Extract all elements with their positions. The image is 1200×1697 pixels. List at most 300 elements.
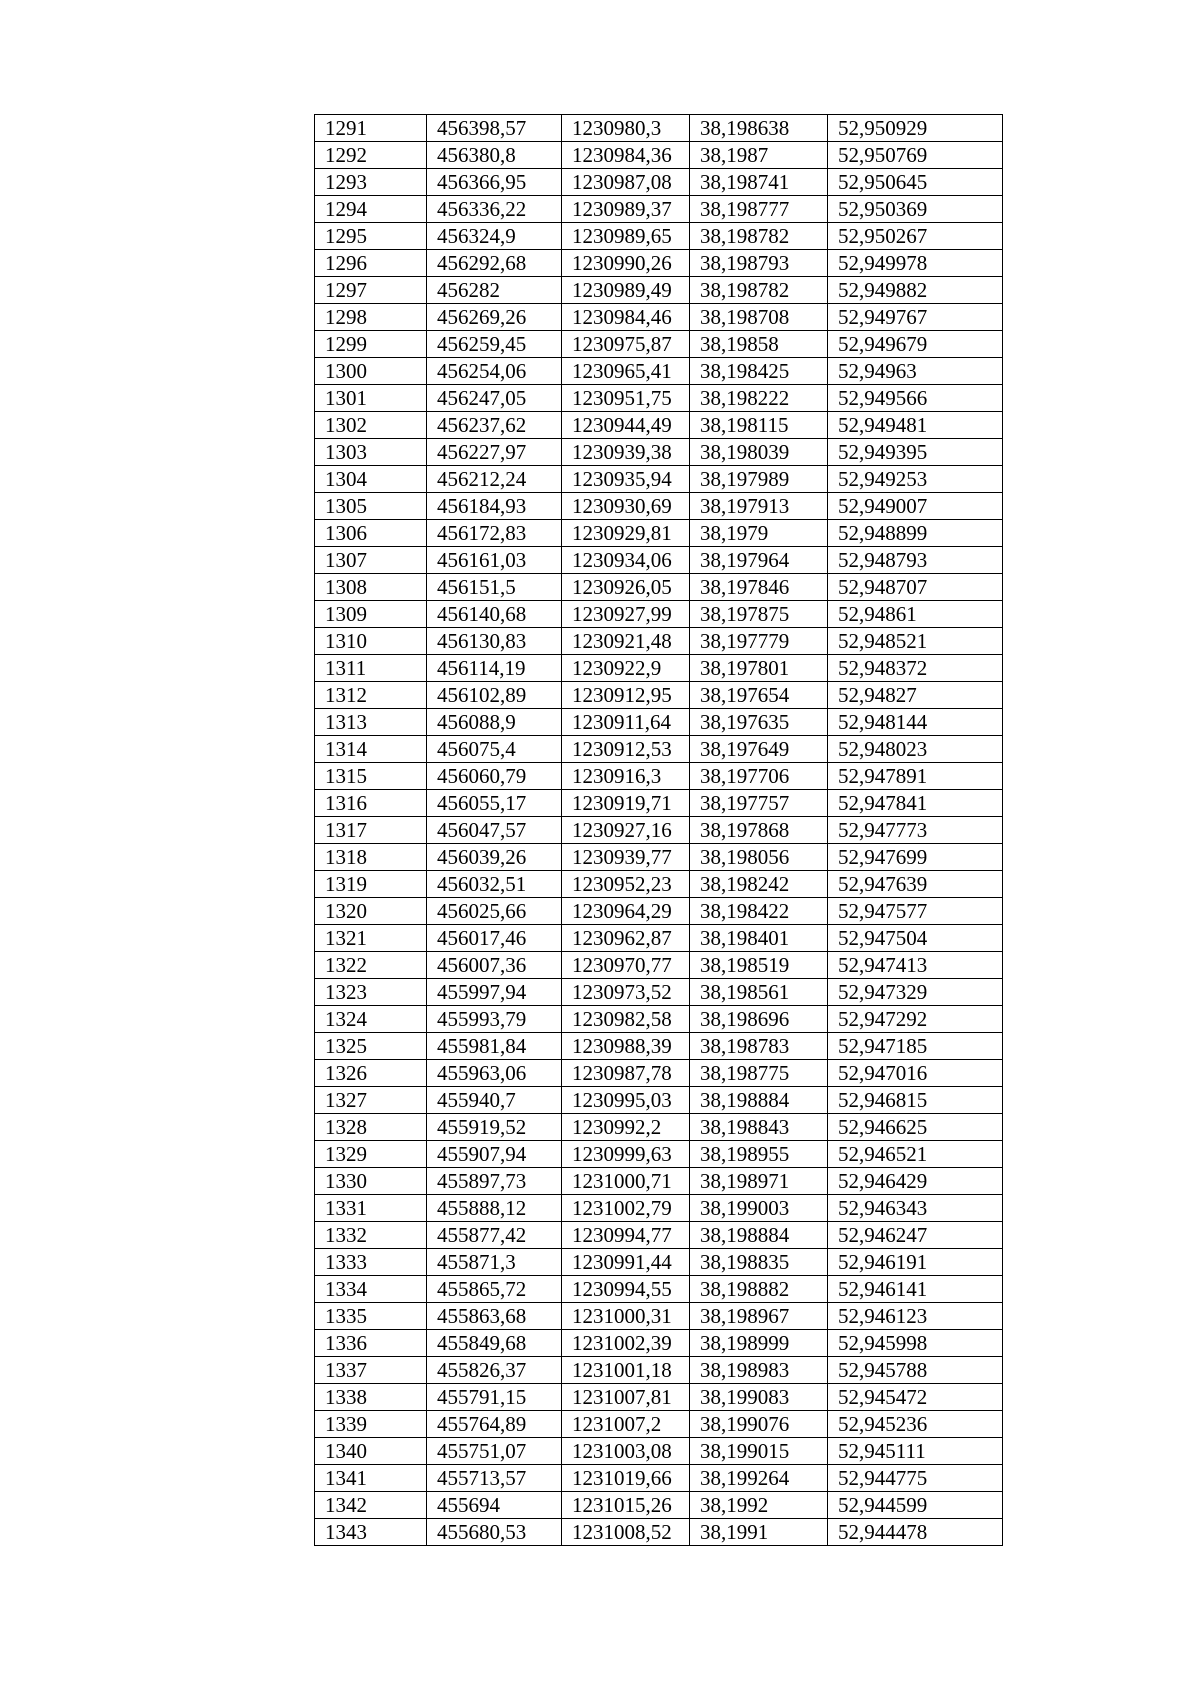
latitude-cell: 52,946521 (828, 1141, 1003, 1168)
x-coordinate-cell: 456088,9 (427, 709, 562, 736)
latitude-cell: 52,947773 (828, 817, 1003, 844)
longitude-cell: 38,199076 (690, 1411, 828, 1438)
x-coordinate-cell: 456292,68 (427, 250, 562, 277)
latitude-cell: 52,947016 (828, 1060, 1003, 1087)
point-number-cell: 1330 (315, 1168, 427, 1195)
y-coordinate-cell: 1230952,23 (562, 871, 690, 898)
x-coordinate-cell: 456055,17 (427, 790, 562, 817)
latitude-cell: 52,948144 (828, 709, 1003, 736)
y-coordinate-cell: 1231002,79 (562, 1195, 690, 1222)
longitude-cell: 38,198638 (690, 115, 828, 142)
table-row (315, 1249, 1003, 1276)
x-coordinate-cell: 456114,19 (427, 655, 562, 682)
latitude-cell: 52,946429 (828, 1168, 1003, 1195)
y-coordinate-cell: 1230912,53 (562, 736, 690, 763)
table-row (315, 1006, 1003, 1033)
point-number-cell: 1328 (315, 1114, 427, 1141)
longitude-cell: 38,198967 (690, 1303, 828, 1330)
x-coordinate-cell: 456039,26 (427, 844, 562, 871)
point-number-cell: 1306 (315, 520, 427, 547)
table-row (315, 844, 1003, 871)
x-coordinate-cell: 455993,79 (427, 1006, 562, 1033)
latitude-cell: 52,947504 (828, 925, 1003, 952)
point-number-cell: 1312 (315, 682, 427, 709)
table-row (315, 466, 1003, 493)
y-coordinate-cell: 1231000,31 (562, 1303, 690, 1330)
y-coordinate-cell: 1230975,87 (562, 331, 690, 358)
y-coordinate-cell: 1230991,44 (562, 1249, 690, 1276)
table-row (315, 223, 1003, 250)
table-row (315, 196, 1003, 223)
point-number-cell: 1300 (315, 358, 427, 385)
table-row (315, 385, 1003, 412)
table-row (315, 1411, 1003, 1438)
point-number-cell: 1342 (315, 1492, 427, 1519)
y-coordinate-cell: 1230939,38 (562, 439, 690, 466)
x-coordinate-cell: 455888,12 (427, 1195, 562, 1222)
point-number-cell: 1334 (315, 1276, 427, 1303)
longitude-cell: 38,198056 (690, 844, 828, 871)
longitude-cell: 38,199083 (690, 1384, 828, 1411)
point-number-cell: 1294 (315, 196, 427, 223)
x-coordinate-cell: 455997,94 (427, 979, 562, 1006)
x-coordinate-cell: 456172,83 (427, 520, 562, 547)
x-coordinate-cell: 455826,37 (427, 1357, 562, 1384)
table-row (315, 763, 1003, 790)
longitude-cell: 38,198782 (690, 223, 828, 250)
x-coordinate-cell: 456151,5 (427, 574, 562, 601)
x-coordinate-cell: 456247,05 (427, 385, 562, 412)
longitude-cell: 38,198115 (690, 412, 828, 439)
table-row (315, 277, 1003, 304)
x-coordinate-cell: 456032,51 (427, 871, 562, 898)
x-coordinate-cell: 456269,26 (427, 304, 562, 331)
x-coordinate-cell: 456025,66 (427, 898, 562, 925)
x-coordinate-cell: 455940,7 (427, 1087, 562, 1114)
point-number-cell: 1333 (315, 1249, 427, 1276)
point-number-cell: 1307 (315, 547, 427, 574)
point-number-cell: 1298 (315, 304, 427, 331)
point-number-cell: 1339 (315, 1411, 427, 1438)
point-number-cell: 1315 (315, 763, 427, 790)
table-row (315, 1114, 1003, 1141)
longitude-cell: 38,198884 (690, 1222, 828, 1249)
point-number-cell: 1301 (315, 385, 427, 412)
x-coordinate-cell: 455877,42 (427, 1222, 562, 1249)
y-coordinate-cell: 1230987,78 (562, 1060, 690, 1087)
y-coordinate-cell: 1230934,06 (562, 547, 690, 574)
x-coordinate-cell: 455897,73 (427, 1168, 562, 1195)
latitude-cell: 52,948899 (828, 520, 1003, 547)
table-row (315, 1033, 1003, 1060)
latitude-cell: 52,950267 (828, 223, 1003, 250)
coordinates-table-body (315, 115, 1003, 1546)
x-coordinate-cell: 455981,84 (427, 1033, 562, 1060)
latitude-cell: 52,949679 (828, 331, 1003, 358)
point-number-cell: 1310 (315, 628, 427, 655)
latitude-cell: 52,946815 (828, 1087, 1003, 1114)
y-coordinate-cell: 1230962,87 (562, 925, 690, 952)
point-number-cell: 1302 (315, 412, 427, 439)
table-row (315, 250, 1003, 277)
point-number-cell: 1320 (315, 898, 427, 925)
longitude-cell: 38,197779 (690, 628, 828, 655)
latitude-cell: 52,94963 (828, 358, 1003, 385)
table-row (315, 304, 1003, 331)
table-row (315, 952, 1003, 979)
y-coordinate-cell: 1230965,41 (562, 358, 690, 385)
table-row (315, 682, 1003, 709)
point-number-cell: 1313 (315, 709, 427, 736)
longitude-cell: 38,1992 (690, 1492, 828, 1519)
y-coordinate-cell: 1231001,18 (562, 1357, 690, 1384)
table-row (315, 1222, 1003, 1249)
longitude-cell: 38,199003 (690, 1195, 828, 1222)
y-coordinate-cell: 1231019,66 (562, 1465, 690, 1492)
point-number-cell: 1308 (315, 574, 427, 601)
coordinates-table (314, 114, 1003, 1546)
y-coordinate-cell: 1230989,65 (562, 223, 690, 250)
longitude-cell: 38,198971 (690, 1168, 828, 1195)
x-coordinate-cell: 456212,24 (427, 466, 562, 493)
y-coordinate-cell: 1230989,49 (562, 277, 690, 304)
table-row (315, 709, 1003, 736)
table-row (315, 574, 1003, 601)
longitude-cell: 38,197635 (690, 709, 828, 736)
longitude-cell: 38,197801 (690, 655, 828, 682)
latitude-cell: 52,948372 (828, 655, 1003, 682)
latitude-cell: 52,948793 (828, 547, 1003, 574)
longitude-cell: 38,198425 (690, 358, 828, 385)
table-row (315, 331, 1003, 358)
point-number-cell: 1338 (315, 1384, 427, 1411)
table-row (315, 601, 1003, 628)
y-coordinate-cell: 1230990,26 (562, 250, 690, 277)
longitude-cell: 38,197706 (690, 763, 828, 790)
longitude-cell: 38,198882 (690, 1276, 828, 1303)
x-coordinate-cell: 456336,22 (427, 196, 562, 223)
latitude-cell: 52,949395 (828, 439, 1003, 466)
y-coordinate-cell: 1230929,81 (562, 520, 690, 547)
table-row (315, 520, 1003, 547)
latitude-cell: 52,947841 (828, 790, 1003, 817)
x-coordinate-cell: 455694 (427, 1492, 562, 1519)
longitude-cell: 38,198775 (690, 1060, 828, 1087)
y-coordinate-cell: 1230912,95 (562, 682, 690, 709)
point-number-cell: 1326 (315, 1060, 427, 1087)
y-coordinate-cell: 1230922,9 (562, 655, 690, 682)
longitude-cell: 38,198561 (690, 979, 828, 1006)
point-number-cell: 1319 (315, 871, 427, 898)
longitude-cell: 38,197654 (690, 682, 828, 709)
y-coordinate-cell: 1230999,63 (562, 1141, 690, 1168)
y-coordinate-cell: 1230973,52 (562, 979, 690, 1006)
table-row (315, 1438, 1003, 1465)
longitude-cell: 38,198242 (690, 871, 828, 898)
y-coordinate-cell: 1230930,69 (562, 493, 690, 520)
latitude-cell: 52,945111 (828, 1438, 1003, 1465)
latitude-cell: 52,947577 (828, 898, 1003, 925)
point-number-cell: 1335 (315, 1303, 427, 1330)
latitude-cell: 52,950645 (828, 169, 1003, 196)
point-number-cell: 1325 (315, 1033, 427, 1060)
latitude-cell: 52,946123 (828, 1303, 1003, 1330)
x-coordinate-cell: 456130,83 (427, 628, 562, 655)
point-number-cell: 1318 (315, 844, 427, 871)
longitude-cell: 38,1991 (690, 1519, 828, 1546)
latitude-cell: 52,948707 (828, 574, 1003, 601)
latitude-cell: 52,945472 (828, 1384, 1003, 1411)
longitude-cell: 38,198999 (690, 1330, 828, 1357)
table-row (315, 790, 1003, 817)
x-coordinate-cell: 455865,72 (427, 1276, 562, 1303)
x-coordinate-cell: 456060,79 (427, 763, 562, 790)
longitude-cell: 38,198422 (690, 898, 828, 925)
latitude-cell: 52,946191 (828, 1249, 1003, 1276)
latitude-cell: 52,950369 (828, 196, 1003, 223)
x-coordinate-cell: 455713,57 (427, 1465, 562, 1492)
longitude-cell: 38,197875 (690, 601, 828, 628)
table-row (315, 493, 1003, 520)
table-row (315, 169, 1003, 196)
x-coordinate-cell: 456259,45 (427, 331, 562, 358)
latitude-cell: 52,946343 (828, 1195, 1003, 1222)
y-coordinate-cell: 1230911,64 (562, 709, 690, 736)
x-coordinate-cell: 456324,9 (427, 223, 562, 250)
point-number-cell: 1332 (315, 1222, 427, 1249)
point-number-cell: 1324 (315, 1006, 427, 1033)
latitude-cell: 52,948023 (828, 736, 1003, 763)
y-coordinate-cell: 1230994,77 (562, 1222, 690, 1249)
table-row (315, 736, 1003, 763)
point-number-cell: 1304 (315, 466, 427, 493)
latitude-cell: 52,949481 (828, 412, 1003, 439)
point-number-cell: 1309 (315, 601, 427, 628)
point-number-cell: 1292 (315, 142, 427, 169)
latitude-cell: 52,950929 (828, 115, 1003, 142)
longitude-cell: 38,198983 (690, 1357, 828, 1384)
table-row (315, 925, 1003, 952)
table-row (315, 1519, 1003, 1546)
table-row (315, 142, 1003, 169)
latitude-cell: 52,946247 (828, 1222, 1003, 1249)
point-number-cell: 1321 (315, 925, 427, 952)
longitude-cell: 38,198696 (690, 1006, 828, 1033)
longitude-cell: 38,198843 (690, 1114, 828, 1141)
latitude-cell: 52,947329 (828, 979, 1003, 1006)
x-coordinate-cell: 455751,07 (427, 1438, 562, 1465)
latitude-cell: 52,949007 (828, 493, 1003, 520)
point-number-cell: 1336 (315, 1330, 427, 1357)
x-coordinate-cell: 455907,94 (427, 1141, 562, 1168)
table-row (315, 1195, 1003, 1222)
point-number-cell: 1311 (315, 655, 427, 682)
y-coordinate-cell: 1230921,48 (562, 628, 690, 655)
table-row (315, 979, 1003, 1006)
longitude-cell: 38,198955 (690, 1141, 828, 1168)
latitude-cell: 52,945236 (828, 1411, 1003, 1438)
table-row (315, 1330, 1003, 1357)
latitude-cell: 52,949767 (828, 304, 1003, 331)
longitude-cell: 38,19858 (690, 331, 828, 358)
latitude-cell: 52,950769 (828, 142, 1003, 169)
table-row (315, 1492, 1003, 1519)
y-coordinate-cell: 1230939,77 (562, 844, 690, 871)
latitude-cell: 52,949978 (828, 250, 1003, 277)
y-coordinate-cell: 1230982,58 (562, 1006, 690, 1033)
y-coordinate-cell: 1230944,49 (562, 412, 690, 439)
latitude-cell: 52,947639 (828, 871, 1003, 898)
table-row (315, 655, 1003, 682)
longitude-cell: 38,198222 (690, 385, 828, 412)
table-row (315, 439, 1003, 466)
point-number-cell: 1296 (315, 250, 427, 277)
longitude-cell: 38,198741 (690, 169, 828, 196)
point-number-cell: 1297 (315, 277, 427, 304)
y-coordinate-cell: 1231007,81 (562, 1384, 690, 1411)
table-row (315, 547, 1003, 574)
latitude-cell: 52,945788 (828, 1357, 1003, 1384)
longitude-cell: 38,198884 (690, 1087, 828, 1114)
point-number-cell: 1317 (315, 817, 427, 844)
y-coordinate-cell: 1230980,3 (562, 115, 690, 142)
y-coordinate-cell: 1231015,26 (562, 1492, 690, 1519)
y-coordinate-cell: 1230989,37 (562, 196, 690, 223)
point-number-cell: 1343 (315, 1519, 427, 1546)
longitude-cell: 38,198708 (690, 304, 828, 331)
table-row (315, 115, 1003, 142)
latitude-cell: 52,944775 (828, 1465, 1003, 1492)
x-coordinate-cell: 456237,62 (427, 412, 562, 439)
longitude-cell: 38,198793 (690, 250, 828, 277)
point-number-cell: 1303 (315, 439, 427, 466)
table-row (315, 1168, 1003, 1195)
y-coordinate-cell: 1230964,29 (562, 898, 690, 925)
x-coordinate-cell: 456184,93 (427, 493, 562, 520)
y-coordinate-cell: 1230927,16 (562, 817, 690, 844)
x-coordinate-cell: 456007,36 (427, 952, 562, 979)
longitude-cell: 38,198835 (690, 1249, 828, 1276)
x-coordinate-cell: 456282 (427, 277, 562, 304)
x-coordinate-cell: 456140,68 (427, 601, 562, 628)
x-coordinate-cell: 455764,89 (427, 1411, 562, 1438)
y-coordinate-cell: 1230935,94 (562, 466, 690, 493)
point-number-cell: 1329 (315, 1141, 427, 1168)
latitude-cell: 52,948521 (828, 628, 1003, 655)
longitude-cell: 38,197989 (690, 466, 828, 493)
latitude-cell: 52,947699 (828, 844, 1003, 871)
x-coordinate-cell: 456047,57 (427, 817, 562, 844)
point-number-cell: 1293 (315, 169, 427, 196)
y-coordinate-cell: 1231002,39 (562, 1330, 690, 1357)
point-number-cell: 1295 (315, 223, 427, 250)
longitude-cell: 38,198783 (690, 1033, 828, 1060)
longitude-cell: 38,198782 (690, 277, 828, 304)
y-coordinate-cell: 1230994,55 (562, 1276, 690, 1303)
x-coordinate-cell: 456075,4 (427, 736, 562, 763)
longitude-cell: 38,198777 (690, 196, 828, 223)
latitude-cell: 52,945998 (828, 1330, 1003, 1357)
point-number-cell: 1331 (315, 1195, 427, 1222)
table-row (315, 1087, 1003, 1114)
table-row (315, 1060, 1003, 1087)
y-coordinate-cell: 1230927,99 (562, 601, 690, 628)
latitude-cell: 52,949566 (828, 385, 1003, 412)
y-coordinate-cell: 1230919,71 (562, 790, 690, 817)
table-row (315, 412, 1003, 439)
x-coordinate-cell: 456380,8 (427, 142, 562, 169)
table-row (315, 1357, 1003, 1384)
table-row (315, 1465, 1003, 1492)
x-coordinate-cell: 456254,06 (427, 358, 562, 385)
table-row (315, 1276, 1003, 1303)
x-coordinate-cell: 456017,46 (427, 925, 562, 952)
longitude-cell: 38,197649 (690, 736, 828, 763)
point-number-cell: 1322 (315, 952, 427, 979)
point-number-cell: 1305 (315, 493, 427, 520)
y-coordinate-cell: 1231008,52 (562, 1519, 690, 1546)
x-coordinate-cell: 455919,52 (427, 1114, 562, 1141)
y-coordinate-cell: 1230987,08 (562, 169, 690, 196)
longitude-cell: 38,197757 (690, 790, 828, 817)
table-row (315, 817, 1003, 844)
latitude-cell: 52,947413 (828, 952, 1003, 979)
y-coordinate-cell: 1230926,05 (562, 574, 690, 601)
latitude-cell: 52,947185 (828, 1033, 1003, 1060)
longitude-cell: 38,197868 (690, 817, 828, 844)
latitude-cell: 52,949882 (828, 277, 1003, 304)
y-coordinate-cell: 1231000,71 (562, 1168, 690, 1195)
y-coordinate-cell: 1230916,3 (562, 763, 690, 790)
latitude-cell: 52,94827 (828, 682, 1003, 709)
table-row (315, 1141, 1003, 1168)
latitude-cell: 52,946141 (828, 1276, 1003, 1303)
longitude-cell: 38,197913 (690, 493, 828, 520)
point-number-cell: 1327 (315, 1087, 427, 1114)
longitude-cell: 38,197846 (690, 574, 828, 601)
point-number-cell: 1341 (315, 1465, 427, 1492)
longitude-cell: 38,1979 (690, 520, 828, 547)
x-coordinate-cell: 456366,95 (427, 169, 562, 196)
latitude-cell: 52,944478 (828, 1519, 1003, 1546)
y-coordinate-cell: 1230951,75 (562, 385, 690, 412)
x-coordinate-cell: 455963,06 (427, 1060, 562, 1087)
table-row (315, 358, 1003, 385)
latitude-cell: 52,946625 (828, 1114, 1003, 1141)
latitude-cell: 52,947292 (828, 1006, 1003, 1033)
y-coordinate-cell: 1230995,03 (562, 1087, 690, 1114)
latitude-cell: 52,947891 (828, 763, 1003, 790)
longitude-cell: 38,198039 (690, 439, 828, 466)
x-coordinate-cell: 455680,53 (427, 1519, 562, 1546)
table-row (315, 1303, 1003, 1330)
y-coordinate-cell: 1230984,36 (562, 142, 690, 169)
longitude-cell: 38,198401 (690, 925, 828, 952)
x-coordinate-cell: 456102,89 (427, 682, 562, 709)
latitude-cell: 52,94861 (828, 601, 1003, 628)
longitude-cell: 38,198519 (690, 952, 828, 979)
x-coordinate-cell: 456161,03 (427, 547, 562, 574)
x-coordinate-cell: 455849,68 (427, 1330, 562, 1357)
longitude-cell: 38,199264 (690, 1465, 828, 1492)
y-coordinate-cell: 1230988,39 (562, 1033, 690, 1060)
x-coordinate-cell: 455863,68 (427, 1303, 562, 1330)
y-coordinate-cell: 1230970,77 (562, 952, 690, 979)
table-row (315, 898, 1003, 925)
point-number-cell: 1337 (315, 1357, 427, 1384)
longitude-cell: 38,1987 (690, 142, 828, 169)
table-row (315, 1384, 1003, 1411)
